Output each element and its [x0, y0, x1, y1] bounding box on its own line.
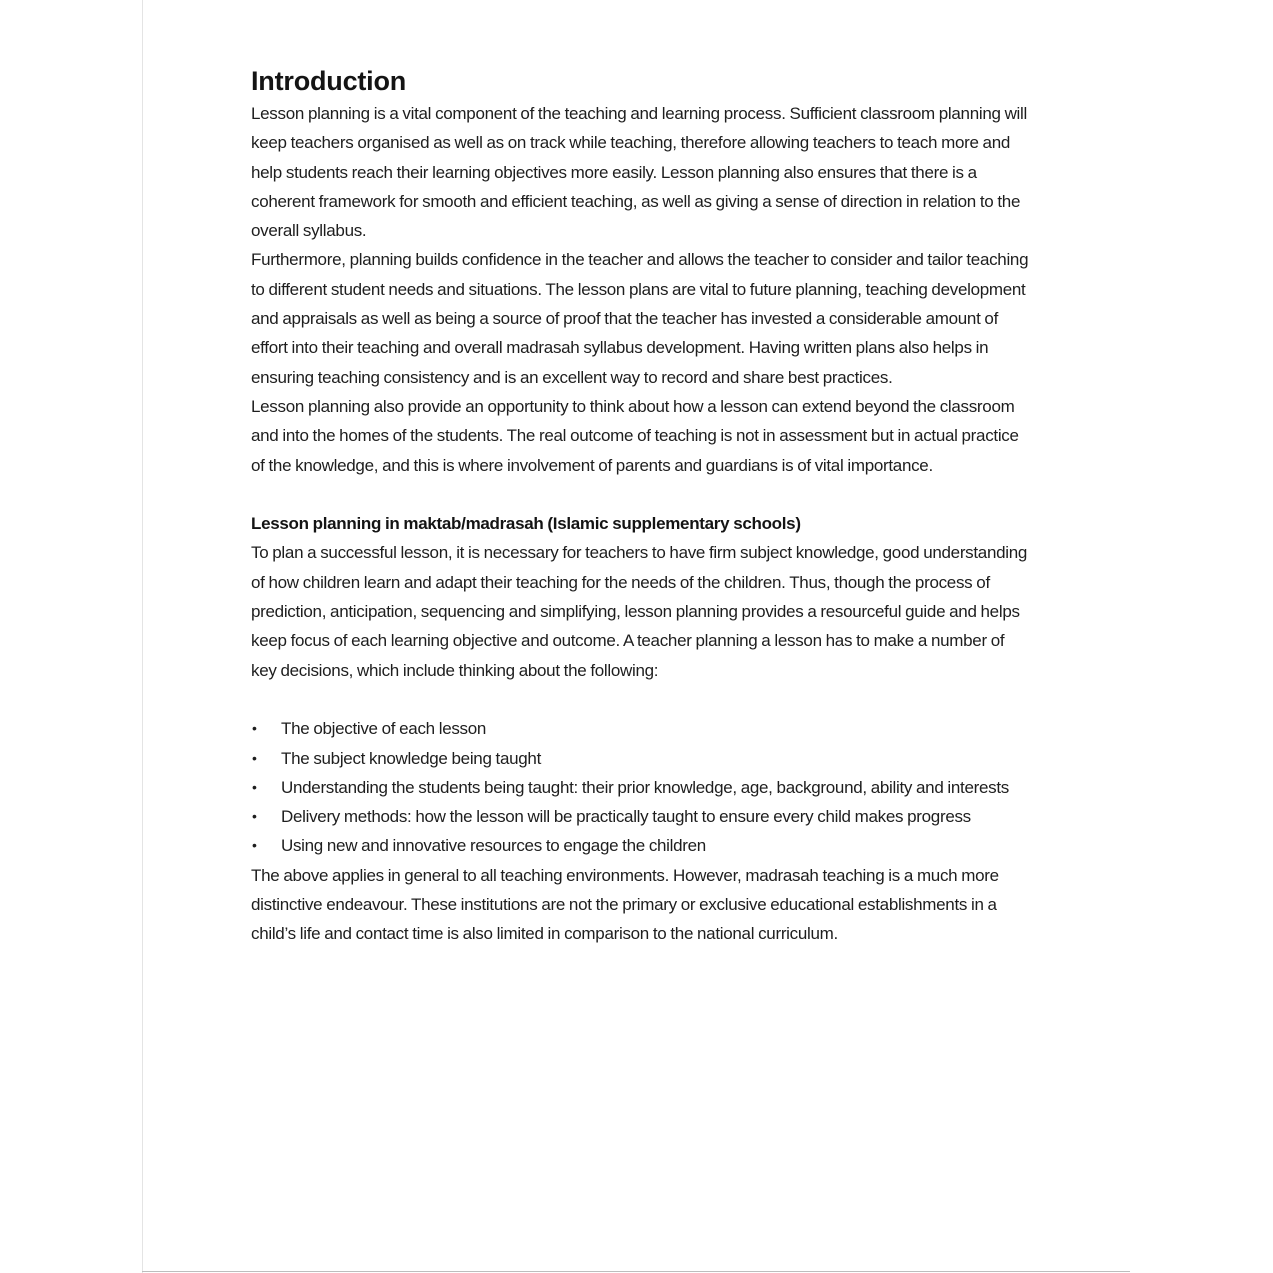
page-title: Introduction — [251, 66, 407, 96]
planning-paragraph: To plan a successful lesson, it is necessary for teachers to have firm subject knowledge, good understanding of how children learn and adapt their teaching for the needs of the children. Thus, though the process of prediction, anticipation, sequencing and simplifying, lesson planning provides a resourceful guide and helps keep focus of each learning objective and outcome. A teacher planning a lesson has to make a number of key decisions, which include thinking about the following: — [251, 543, 1028, 680]
section-subheading: Lesson planning in maktab/madrasah (Islamic supplementary schools) — [251, 514, 801, 534]
intro-paragraph-1: Lesson planning is a vital component of the teaching and learning process. Sufficient classroom planning will keep teachers organised as well as on track while teaching, therefore allowing teachers to teach more and help students reach their learning objectives more easily. Lesson planning also ensures that there is a coherent framework for smooth and efficient teaching, as well as giving a sense of direction in relation to the overall syllabus. — [251, 104, 1027, 241]
bullet-icon: • — [252, 720, 257, 737]
bullet-icon: • — [252, 749, 257, 766]
page-bottom-edge — [142, 1271, 1130, 1272]
list-item-text: The subject knowledge being taught — [281, 748, 541, 768]
list-item-text: Using new and innovative resources to engage the children — [281, 836, 706, 856]
list-item — [251, 744, 1029, 773]
list-item-text: Delivery methods: how the lesson will be practically taught to ensure every child makes progress — [281, 807, 971, 827]
key-decisions-list — [251, 714, 1029, 860]
intro-paragraph-3: Lesson planning also provide an opportunity to think about how a lesson can extend beyond the classroom and into the homes of the students. The real outcome of teaching is not in assessment but in actual practice of the knowledge, and this is where involvement of parents and guardians is of vital importance. — [251, 396, 1019, 475]
bullet-icon: • — [252, 778, 257, 795]
list-item-text: Understanding the students being taught: their prior knowledge, age, background, ability and interests — [281, 777, 1009, 797]
closing-paragraph: The above applies in general to all teaching environments. However, madrasah teaching is a much more distinctive endeavour. These institutions are not the primary or exclusive educational establishments in a child’s life and contact time is also limited in comparison to the national curriculum. — [251, 865, 999, 944]
list-item-text: The objective of each lesson — [281, 719, 487, 739]
bullet-icon: • — [252, 808, 257, 825]
page-content — [251, 63, 1029, 949]
bullet-icon: • — [252, 837, 257, 854]
list-item — [251, 714, 1029, 743]
list-item — [251, 802, 1029, 831]
list-item — [251, 831, 1029, 860]
intro-paragraph-2: Furthermore, planning builds confidence in the teacher and allows the teacher to consider and tailor teaching to different student needs and situations. The lesson plans are vital to future planning, teaching development and appraisals as well as being a source of proof that the teacher has invested a considerable amount of effort into their teaching and overall madrasah syllabus development. Having written plans also helps in ensuring teaching consistency and is an excellent way to record and share best practices. — [251, 250, 1029, 387]
list-item — [251, 773, 1029, 802]
